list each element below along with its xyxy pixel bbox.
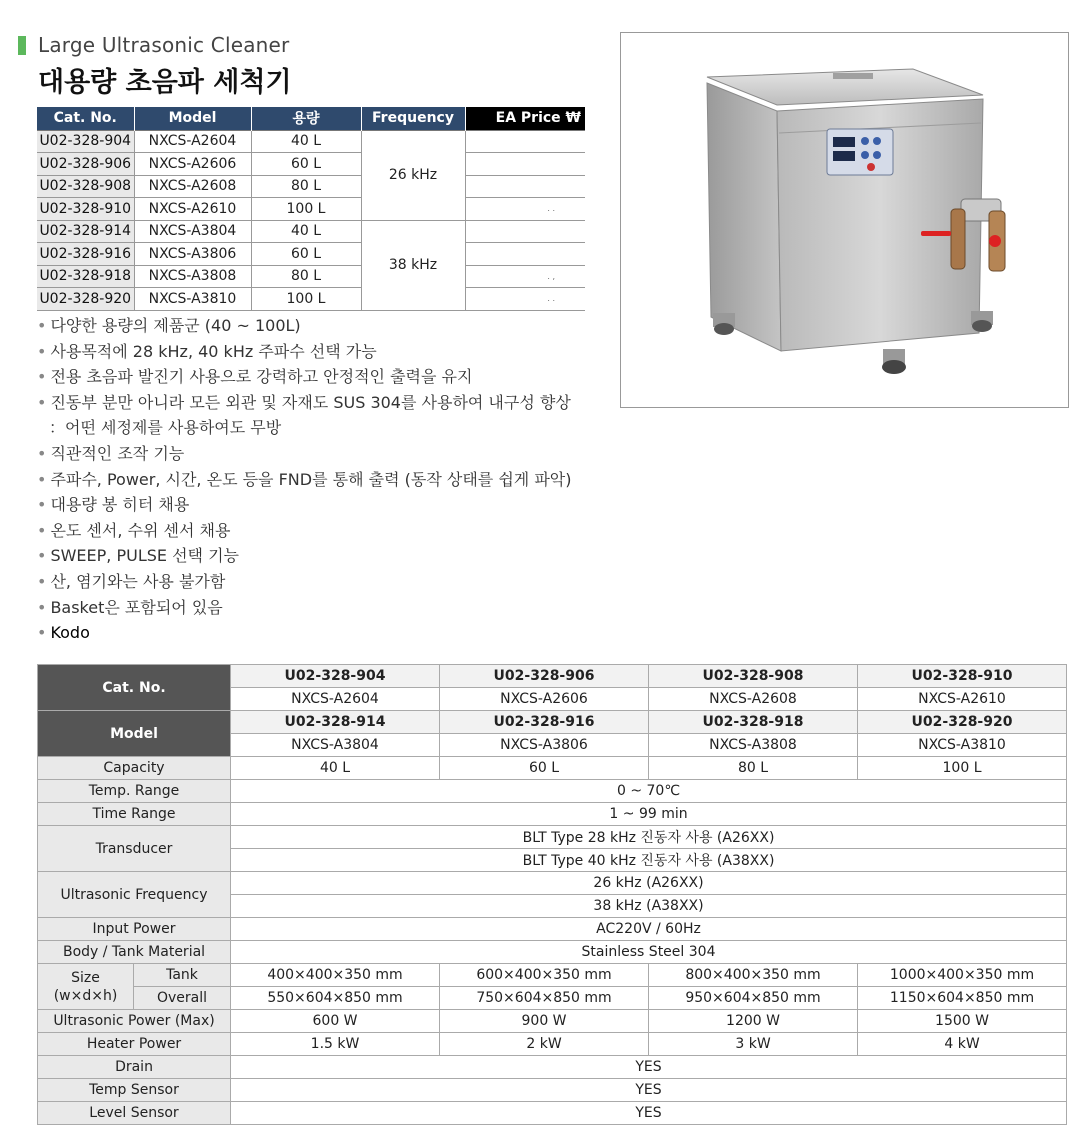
cat-cell: U02-328-904	[37, 130, 134, 153]
spec-value: BLT Type 28 kHz 진동자 사용 (A26XX)	[231, 826, 1067, 849]
spec-value: 40 L	[231, 757, 440, 780]
spec-label-tank: Tank	[134, 964, 231, 987]
cat-cell: U02-328-920	[37, 288, 134, 311]
spec-value: 800×400×350 mm	[649, 964, 858, 987]
capacity-cell: 100 L	[251, 198, 361, 221]
spec-value: 600×400×350 mm	[440, 964, 649, 987]
col-header-cat: Cat. No.	[37, 107, 134, 130]
spec-label-input: Input Power	[38, 918, 231, 941]
capacity-cell: 40 L	[251, 220, 361, 243]
spec-value: 1 ~ 99 min	[231, 803, 1067, 826]
spec-model-cell: NXCS-A3806	[440, 734, 649, 757]
spec-cat-cell: U02-328-908	[649, 665, 858, 688]
capacity-cell: 80 L	[251, 175, 361, 198]
spec-cat-cell: U02-328-906	[440, 665, 649, 688]
spec-value: 550×604×850 mm	[231, 987, 440, 1010]
spec-label-temp: Temp. Range	[38, 780, 231, 803]
spec-value: 4 kW	[858, 1033, 1067, 1056]
price-table	[37, 107, 585, 311]
spec-value: 80 L	[649, 757, 858, 780]
capacity-cell: 100 L	[251, 288, 361, 311]
model-cell: NXCS-A2604	[134, 130, 251, 153]
capacity-cell: 60 L	[251, 153, 361, 176]
col-header-price: EA Price ₩	[465, 107, 585, 130]
spec-value: 900 W	[440, 1010, 649, 1033]
table-row	[37, 153, 585, 176]
list-item: • 진동부 분만 아니라 모든 외관 및 자재도 SUS 304를 사용하여 내구성 향상	[37, 392, 571, 412]
cat-cell: U02-328-908	[37, 175, 134, 198]
capacity-cell: 60 L	[251, 243, 361, 266]
list-item: • 주파수, Power, 시간, 온도 등을 FND를 통해 출력 (동작 상태를 쉽게 파악)	[37, 469, 572, 489]
price-cell: . .	[465, 198, 585, 221]
model-cell: NXCS-A3804	[134, 220, 251, 243]
table-row	[37, 175, 585, 198]
spec-label-material: Body / Tank Material	[38, 941, 231, 964]
spec-value: 1150×604×850 mm	[858, 987, 1067, 1010]
list-item: • 직관적인 조작 기능	[37, 443, 185, 463]
list-item: • 사용목적에 28 kHz, 40 kHz 주파수 선택 가능	[37, 341, 377, 361]
spec-model-cell: NXCS-A2606	[440, 688, 649, 711]
spec-value: 1500 W	[858, 1010, 1067, 1033]
price-cell	[465, 220, 585, 243]
model-cell: NXCS-A2606	[134, 153, 251, 176]
spec-value: 1.5 kW	[231, 1033, 440, 1056]
spec-value: 38 kHz (A38XX)	[231, 895, 1067, 918]
cat-cell: U02-328-914	[37, 220, 134, 243]
spec-value: 0 ~ 70℃	[231, 780, 1067, 803]
spec-label-ultrasonic-power: Ultrasonic Power (Max)	[38, 1010, 231, 1033]
spec-value: YES	[231, 1056, 1067, 1079]
list-item: • Kodo	[37, 623, 90, 643]
page-title-ko: 대용량 초음파 세척기	[38, 67, 292, 98]
spec-model-cell: NXCS-A3810	[858, 734, 1067, 757]
list-item: • 산, 염기와는 사용 불가함	[37, 571, 226, 591]
spec-model-cell: NXCS-A2610	[858, 688, 1067, 711]
list-item: • Basket은 포함되어 있음	[37, 597, 223, 617]
list-item: ：어떤 세정제를 사용하여도 무방	[49, 418, 282, 438]
ultrasonic-cleaner-illustration	[621, 33, 1068, 407]
spec-value: 2 kW	[440, 1033, 649, 1056]
model-cell: NXCS-A3810	[134, 288, 251, 311]
spec-label-capacity: Capacity	[38, 757, 231, 780]
spec-value: 26 kHz (A26XX)	[231, 872, 1067, 895]
spec-model-cell: NXCS-A3804	[231, 734, 440, 757]
spec-table	[37, 664, 1067, 1125]
spec-value: 3 kW	[649, 1033, 858, 1056]
spec-value: AC220V / 60Hz	[231, 918, 1067, 941]
col-header-frequency: Frequency	[361, 107, 465, 130]
spec-value: 60 L	[440, 757, 649, 780]
list-item: • SWEEP, PULSE 선택 기능	[37, 546, 239, 566]
spec-value: 950×604×850 mm	[649, 987, 858, 1010]
spec-value: 600 W	[231, 1010, 440, 1033]
table-row	[37, 198, 585, 221]
spec-cat-cell: U02-328-910	[858, 665, 1067, 688]
price-cell	[465, 130, 585, 153]
model-cell: NXCS-A3808	[134, 265, 251, 288]
spec-cat-cell: U02-328-916	[440, 711, 649, 734]
list-item: • 대용량 봉 히터 채용	[37, 495, 190, 515]
spec-label-drain: Drain	[38, 1056, 231, 1079]
frequency-cell: 26 kHz	[361, 130, 465, 220]
cat-cell: U02-328-916	[37, 243, 134, 266]
col-header-model: Model	[134, 107, 251, 130]
model-cell: NXCS-A3806	[134, 243, 251, 266]
spec-value: 400×400×350 mm	[231, 964, 440, 987]
col-header-capacity: 용량	[251, 107, 361, 130]
spec-value: BLT Type 40 kHz 진동자 사용 (A38XX)	[231, 849, 1067, 872]
spec-label-transducer: Transducer	[38, 826, 231, 872]
frequency-cell: 38 kHz	[361, 220, 465, 310]
table-row	[37, 265, 585, 288]
price-cell: . ,	[465, 265, 585, 288]
spec-label-frequency: Ultrasonic Frequency	[38, 872, 231, 918]
table-row	[37, 288, 585, 311]
spec-label-time: Time Range	[38, 803, 231, 826]
list-item: • 온도 센서, 수위 센서 채용	[37, 520, 231, 540]
spec-cat-cell: U02-328-918	[649, 711, 858, 734]
spec-value: 1000×400×350 mm	[858, 964, 1067, 987]
spec-model-cell: NXCS-A2608	[649, 688, 858, 711]
capacity-cell: 40 L	[251, 130, 361, 153]
table-row	[37, 243, 585, 266]
model-cell: NXCS-A2608	[134, 175, 251, 198]
list-item: • 다양한 용량의 제품군 (40 ~ 100L)	[37, 316, 301, 335]
spec-label-overall: Overall	[134, 987, 231, 1010]
spec-label-size: Size (w×d×h)	[38, 964, 134, 1010]
spec-label-heater: Heater Power	[38, 1033, 231, 1056]
spec-value: YES	[231, 1079, 1067, 1102]
spec-value: 100 L	[858, 757, 1067, 780]
title-accent-bar	[18, 36, 26, 55]
spec-value: 1200 W	[649, 1010, 858, 1033]
capacity-cell: 80 L	[251, 265, 361, 288]
spec-label-temp-sensor: Temp Sensor	[38, 1079, 231, 1102]
cat-cell: U02-328-910	[37, 198, 134, 221]
spec-value: YES	[231, 1102, 1067, 1125]
cat-cell: U02-328-906	[37, 153, 134, 176]
price-cell	[465, 175, 585, 198]
price-cell: . .	[465, 288, 585, 311]
spec-value: 750×604×850 mm	[440, 987, 649, 1010]
page-title-en: Large Ultrasonic Cleaner	[38, 33, 290, 57]
spec-header-model: Model	[38, 711, 231, 757]
list-item: • 전용 초음파 발진기 사용으로 강력하고 안정적인 출력을 유지	[37, 367, 473, 387]
table-row	[37, 220, 585, 243]
cat-cell: U02-328-918	[37, 265, 134, 288]
price-cell	[465, 243, 585, 266]
spec-label-level-sensor: Level Sensor	[38, 1102, 231, 1125]
spec-header-cat: Cat. No.	[38, 665, 231, 711]
price-cell	[465, 153, 585, 176]
feature-list	[37, 313, 571, 646]
spec-cat-cell: U02-328-904	[231, 665, 440, 688]
spec-model-cell: NXCS-A2604	[231, 688, 440, 711]
product-photo	[620, 32, 1069, 408]
spec-cat-cell: U02-328-914	[231, 711, 440, 734]
spec-value: Stainless Steel 304	[231, 941, 1067, 964]
spec-model-cell: NXCS-A3808	[649, 734, 858, 757]
spec-cat-cell: U02-328-920	[858, 711, 1067, 734]
table-row	[37, 130, 585, 153]
model-cell: NXCS-A2610	[134, 198, 251, 221]
